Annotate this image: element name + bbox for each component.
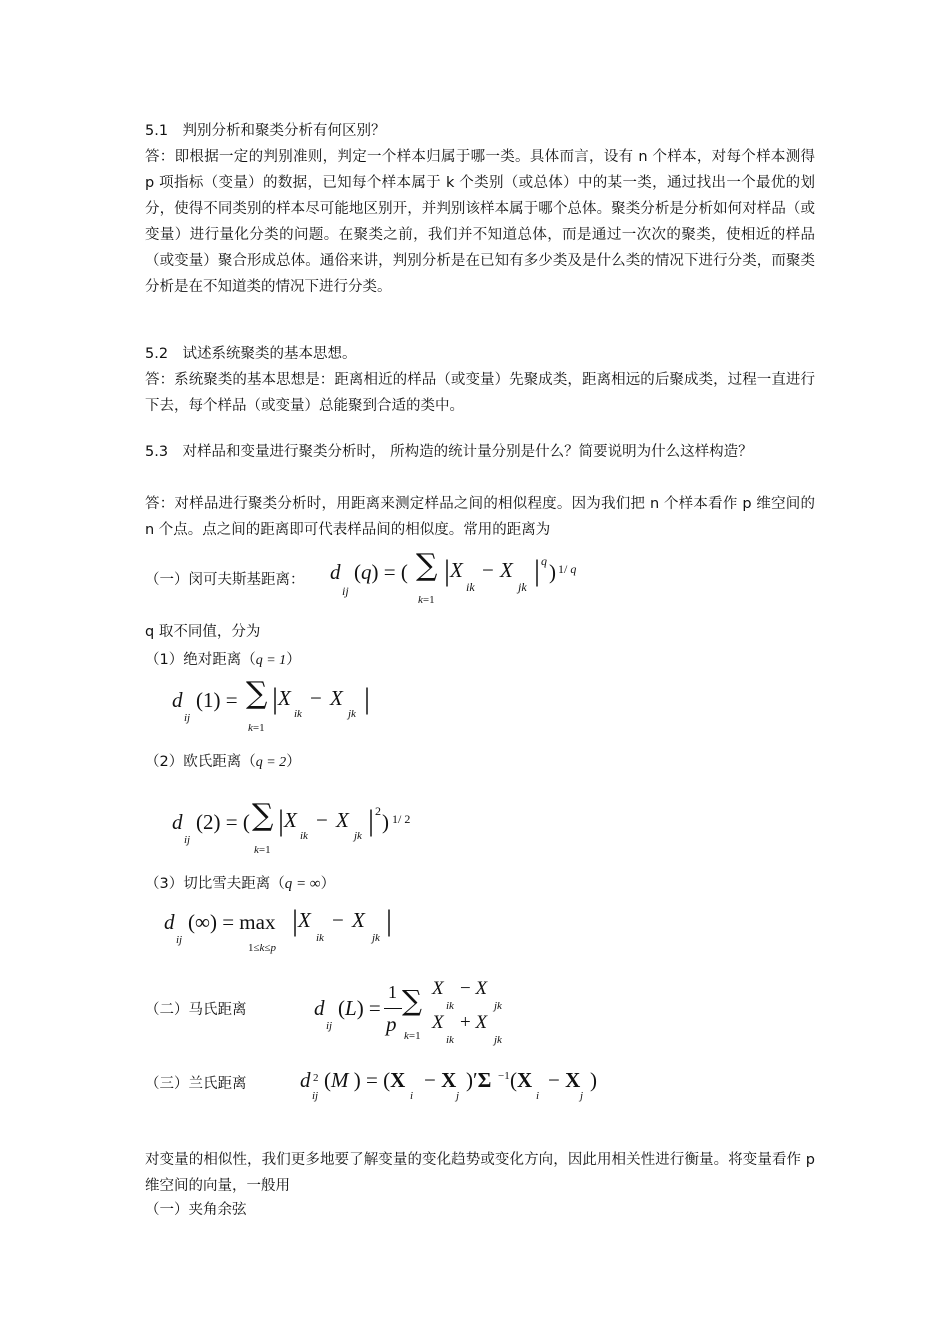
question-5-3-title: 5.3 对样品和变量进行聚类分析时， 所构造的统计量分别是什么？简要说明为什么这样构造？ bbox=[145, 444, 753, 460]
chebyshev-label-text: （3）切比雪夫距离（ bbox=[145, 876, 285, 892]
absolute-close: ） bbox=[286, 652, 301, 668]
lance-formula: d 2 ij (M ) = (X i − X j )′Σ −1 (X i − X j ) bbox=[300, 1068, 597, 1102]
euclid-label-text: （2）欧氏距离（ bbox=[145, 754, 256, 770]
lance-label: （三）兰氏距离 bbox=[145, 1076, 247, 1092]
cosine-label: （一）夹角余弦 bbox=[145, 1202, 247, 1218]
q-values-text: q 取不同值，分为 bbox=[145, 624, 261, 640]
mahalanobis-formula: d ij (L) = 1 p ∑ k=1 X ik − X jk X ik + X jk bbox=[314, 978, 502, 1046]
question-5-2-title: 5.2 试述系统聚类的基本思想。 bbox=[145, 346, 357, 362]
answer-5-1: 答：即根据一定的判别准则，判定一个样本归属于哪一类。具体而言，设有 n 个样本，对每个样本测得 p 项指标（变量）的数据，已知每个样本属于 k 个类别（或总体）中的某一类，通过找出一个最优的划分，使得不同类别的样本尽可能地区别开，并判别该样本属于哪个总体。聚类分析是分析如何对样品（或变量）进行量化分类的问题。在聚类之前，我们并不知道总体，而是通过一次次的聚类，使相近的样品（或变量）聚合形成总体。通俗来讲，判别分析是在已知有多少类及是什么类的情况下进行分类，而聚类分析是在不知道类的情况下进行分类。 bbox=[145, 149, 815, 295]
answer-5-3: 答：对样品进行聚类分析时，用距离来测定样品之间的相似程度。因为我们把 n 个样本看作 p 维空间的 n 个点。点之间的距离即可代表样品间的相似度。常用的距离为 bbox=[145, 496, 815, 538]
chebyshev-close: ） bbox=[320, 876, 336, 892]
absolute-distance-label bbox=[145, 650, 301, 671]
absolute-label-text: （1）绝对距离（ bbox=[145, 652, 256, 668]
chebyshev-condition: q = ∞ bbox=[284, 876, 321, 892]
euclid-distance-label bbox=[145, 752, 301, 773]
absolute-condition: q = 1 bbox=[255, 653, 287, 668]
variable-similarity-text: 对变量的相似性，我们更多地要了解变量的变化趋势或变化方向，因此用相关性进行衡量。将变量看作 p 维空间的向量，一般用 bbox=[145, 1152, 815, 1194]
chebyshev-distance-formula: d ij (∞) = max 1≤k≤p | X ik − X jk | bbox=[164, 904, 393, 954]
minkowski-formula: d ij (q) = ( ∑ k=1 | X ik − X jk | q ) 1/ q bbox=[330, 548, 577, 606]
euclid-condition: q = 2 bbox=[255, 755, 287, 770]
minkowski-label: （一）闵可夫斯基距离： bbox=[145, 572, 305, 588]
absolute-distance-formula: d ij (1) = ∑ k=1 | X ik − X jk | bbox=[172, 676, 371, 734]
question-5-1-title: 5.1 判别分析和聚类分析有何区别？ bbox=[145, 123, 386, 139]
euclid-distance-formula: d ij (2) = ( ∑ k=1 | X ik − X jk | 2 ) 1/ 2 bbox=[172, 798, 411, 856]
mahalanobis-label: （二）马氏距离 bbox=[145, 1002, 247, 1018]
chebyshev-distance-label bbox=[145, 874, 335, 894]
answer-5-2: 答：系统聚类的基本思想是：距离相近的样品（或变量）先聚成类，距离相远的后聚成类，过程一直进行下去，每个样品（或变量）总能聚到合适的类中。 bbox=[145, 372, 815, 414]
euclid-close: ） bbox=[286, 754, 301, 770]
